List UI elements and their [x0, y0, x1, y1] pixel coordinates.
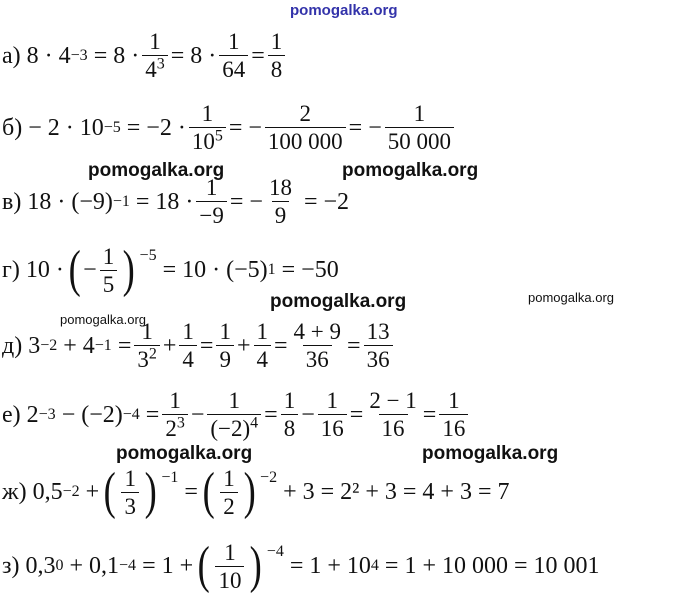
parenthesized-fraction: ( $\frac{1}{3}$ )	[103, 463, 157, 520]
watermark-top: pomogalka.org	[290, 2, 398, 19]
problem-a: а) 8 · 4 −3 = 8 · $\frac{1}{4^3}$ = 8 · $\frac{1}{64}$ = $\frac{1}{8}$	[2, 30, 288, 81]
problem-v: в) 18 · (−9) −1 = 18 · $\frac{1}{-9}$ = − $\frac{18}{9}$ = −2	[2, 175, 350, 228]
parenthesized-fraction: ( $\frac{1}{2}$ )	[202, 463, 256, 520]
watermark: pomogalka.org	[422, 443, 559, 464]
item-label: е)	[2, 401, 21, 428]
expr: = −	[228, 114, 262, 141]
expr: = 18 ·	[135, 188, 194, 215]
expr: 0,3	[25, 553, 56, 579]
expr: = 10 · (−5)	[162, 257, 268, 283]
item-label: ж)	[2, 479, 27, 505]
problem-zh: ж) 0,5 −2 + ( $\frac{1}{3}$ ) $^{-1}$ = ( $\frac{1}{2}$ ) $^{-2}$ + 3 = 2² + 3 = 4 + 3 = 7	[2, 463, 510, 520]
watermark: pomogalka.org	[88, 160, 225, 181]
item-label: а)	[2, 42, 21, 69]
item-label: д)	[2, 332, 23, 359]
expr: + 3 = 2² + 3 = 4 + 3 = 7	[283, 479, 510, 505]
fraction: $\frac{1}{8}$	[281, 389, 299, 440]
item-label: б)	[2, 114, 23, 141]
expr: = 8 ·	[93, 42, 140, 69]
watermark: pomogalka.org	[116, 443, 253, 464]
fraction: $\frac{1}{4}$	[254, 320, 272, 371]
problem-b: б) − 2 · 10 −5 = −2 · $\frac{1}{10^5}$ = − $\frac{2}{100 000}$ = − $\frac{1}{50 000}$	[2, 102, 457, 153]
fraction: $\frac{1}{4}$	[179, 320, 197, 371]
expr: =	[117, 332, 132, 359]
fraction: $\frac{2 - 1}{16}$	[369, 388, 417, 441]
fraction: $\frac{1}{16}$	[439, 389, 468, 440]
fraction: $\frac{13}{36}$	[364, 320, 393, 371]
fraction: $\frac{1}{3^2}$	[134, 320, 160, 371]
expr: = −2 ·	[126, 114, 186, 141]
expr: 8 · 4	[26, 42, 71, 69]
fraction: $\frac{1}{4^3}$	[142, 30, 168, 81]
expr: = −2	[303, 188, 350, 215]
expr: 3	[28, 332, 41, 359]
problem-g: г) 10 · ( − $\frac{1}{5}$ ) $^{-5}$ = 10 · (−5) 1 = −50	[2, 241, 339, 298]
expr: − 2 · 10	[28, 114, 104, 141]
expr: + 4	[63, 332, 95, 359]
watermark: pomogalka.org	[270, 291, 407, 312]
parenthesized-fraction: ( $\frac{1}{10}$ )	[197, 537, 263, 594]
fraction: $\frac{1}{8}$	[268, 30, 286, 81]
expr: = 1 + 10	[289, 553, 371, 579]
expr: + 0,1	[69, 553, 120, 579]
fraction: $\frac{2}{100 000}$	[265, 102, 346, 153]
fraction: $\frac{4 + 9}{36}$	[293, 319, 342, 372]
item-label: з)	[2, 553, 20, 579]
fraction: $\frac{1}{50 000}$	[385, 102, 454, 153]
expr: 10 ·	[25, 257, 64, 283]
fraction: $\frac{1}{9}$	[216, 320, 234, 371]
item-label: г)	[2, 257, 20, 283]
watermark: pomogalka.org	[342, 160, 479, 181]
fraction: $\frac{1}{-9}$	[196, 176, 226, 227]
fraction: $\frac{1}{10^5}$	[189, 102, 226, 153]
fraction: $\frac{1}{64}$	[219, 30, 248, 81]
expr: = 1 + 10 000 = 10 001	[384, 553, 600, 579]
fraction: $\frac{1}{(-2)^4}$	[207, 389, 261, 440]
problem-z: з) 0,3 0 + 0,1 −4 = 1 + ( $\frac{1}{10}$ ) $^{-4}$ = 1 + 10 4 = 1 + 10 000 = 10 001	[2, 537, 600, 594]
fraction: $\frac{1}{16}$	[318, 389, 347, 440]
fraction: $\frac{1}{2^3}$	[162, 389, 188, 440]
problem-e: е) 2 −3 − (−2) −4 = $\frac{1}{2^3}$ − $\frac{1}{(-2)^4}$ = $\frac{1}{8}$ − $\frac{1}{16}$ = $\frac{2 - 1}{16}$ = $\frac{1}{16}$	[2, 389, 471, 440]
item-label: в)	[2, 188, 22, 215]
expr: 18 · (−9)	[27, 188, 113, 215]
expr: = −50	[281, 257, 339, 283]
problem-d: д) 3 −2 + 4 −1 = $\frac{1}{3^2}$ + $\frac{1}{4}$ = $\frac{1}{9}$ + $\frac{1}{4}$ = $\frac{4 + 9}{36}$ = $\frac{13}{36}$	[2, 320, 396, 371]
expr: 0,5	[32, 479, 63, 505]
fraction: $\frac{18}{9}$	[268, 175, 292, 228]
expr: = −	[229, 188, 263, 215]
expr: − (−2)	[61, 401, 123, 428]
expr: 2	[26, 401, 39, 428]
parenthesized-fraction: ( − $\frac{1}{5}$ )	[68, 241, 135, 298]
watermark: pomogalka.org	[60, 312, 146, 327]
watermark: pomogalka.org	[528, 290, 614, 305]
expr: =	[251, 42, 265, 69]
expr: = 8 ·	[170, 42, 217, 69]
expr: = −	[348, 114, 382, 141]
